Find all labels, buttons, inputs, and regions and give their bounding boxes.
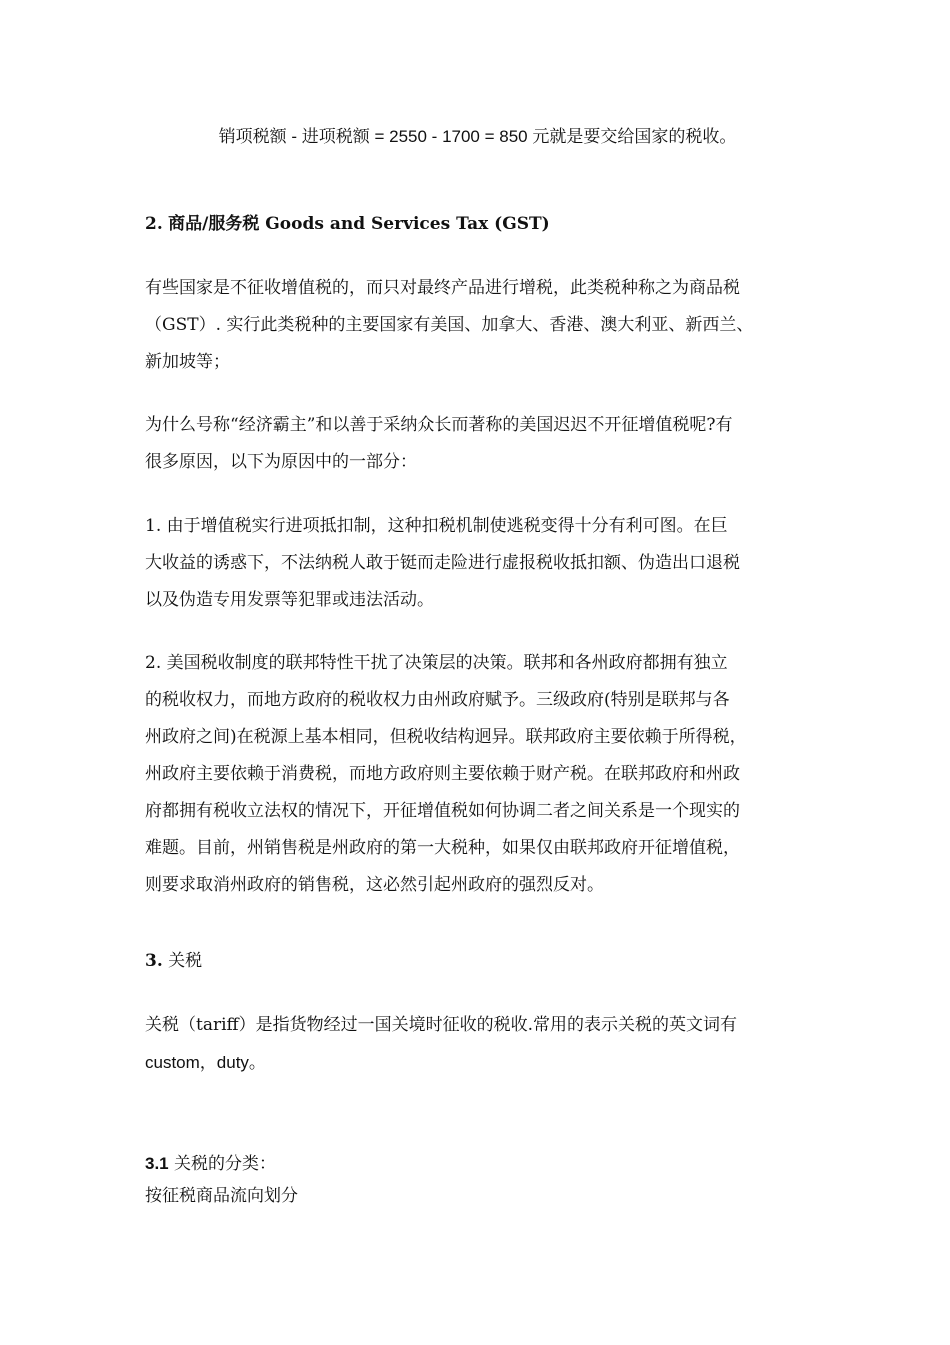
reason-2-paragraph: [145, 645, 810, 904]
tariff-line: custom，duty。: [145, 1053, 266, 1072]
section-3-1-title: 关税的分类：: [174, 1154, 277, 1174]
section-3-number: 3.: [145, 951, 163, 971]
section-2-title: 商品/服务税 Goods and Services Tax (GST): [168, 214, 550, 234]
why-us-line: 为什么号称“经济霸主”和以善于采纳众长而著称的美国迟迟不开征增值税呢?有: [145, 415, 733, 435]
reason-2-line: 州政府主要依赖于消费税，而地方政府则主要依赖于财产税。在联邦政府和州政: [145, 764, 740, 784]
gst-intro-paragraph: [145, 270, 810, 381]
tariff-paragraph: [145, 1007, 810, 1081]
why-us-line: 很多原因，以下为原因中的一部分：: [145, 452, 417, 472]
classification-subline: 按征税商品流向划分: [145, 1186, 298, 1206]
section-3-heading: [145, 943, 810, 980]
reason-1-line: 以及伪造专用发票等犯罪或违法活动。: [145, 590, 434, 610]
why-us-paragraph: [145, 407, 810, 481]
section-3-title: 关税: [168, 951, 203, 971]
formula-line: 销项税额 - 进项税额 = 2550 - 1700 = 850 元就是要交给国家的税收。: [218, 127, 737, 146]
reason-2-line: 则要求取消州政府的销售税，这必然引起州政府的强烈反对。: [145, 875, 604, 895]
gst-intro-line: 有些国家是不征收增值税的，而只对最终产品进行增税，此类税种称之为商品税: [145, 278, 740, 298]
reason-2-line: 州政府之间)在税源上基本相同，但税收结构迥异。联邦政府主要依赖于所得税，: [145, 727, 747, 747]
reason-2-line: 府都拥有税收立法权的情况下，开征增值税如何协调二者之间关系是一个现实的: [145, 801, 740, 821]
reason-1-paragraph: [145, 508, 810, 619]
reason-2-line: 的税收权力，而地方政府的税收权力由州政府赋予。三级政府(特别是联邦与各: [145, 690, 730, 710]
reason-1-line: 1. 由于增值税实行进项抵扣制，这种扣税机制使逃税变得十分有利可图。在巨: [145, 516, 728, 536]
reason-2-line: 2. 美国税收制度的联邦特性干扰了决策层的决策。联邦和各州政府都拥有独立: [145, 653, 728, 673]
section-2-number: 2.: [145, 214, 163, 234]
reason-2-line: 难题。目前，州销售税是州政府的第一大税种，如果仅由联邦政府开征增值税，: [145, 838, 740, 858]
tariff-line: 关税（tariff）是指货物经过一国关境时征收的税收.常用的表示关税的英文词有: [145, 1015, 738, 1035]
gst-intro-line: （GST）. 实行此类税种的主要国家有美国、加拿大、香港、澳大利亚、新西兰、: [145, 315, 754, 335]
reason-1-line: 大收益的诱惑下，不法纳税人敢于铤而走险进行虚报税收抵扣额、伪造出口退税: [145, 553, 740, 573]
section-3-1-number: 3.1: [145, 1154, 169, 1173]
gst-intro-line: 新加坡等；: [145, 352, 230, 372]
section-2-heading: [145, 206, 810, 243]
